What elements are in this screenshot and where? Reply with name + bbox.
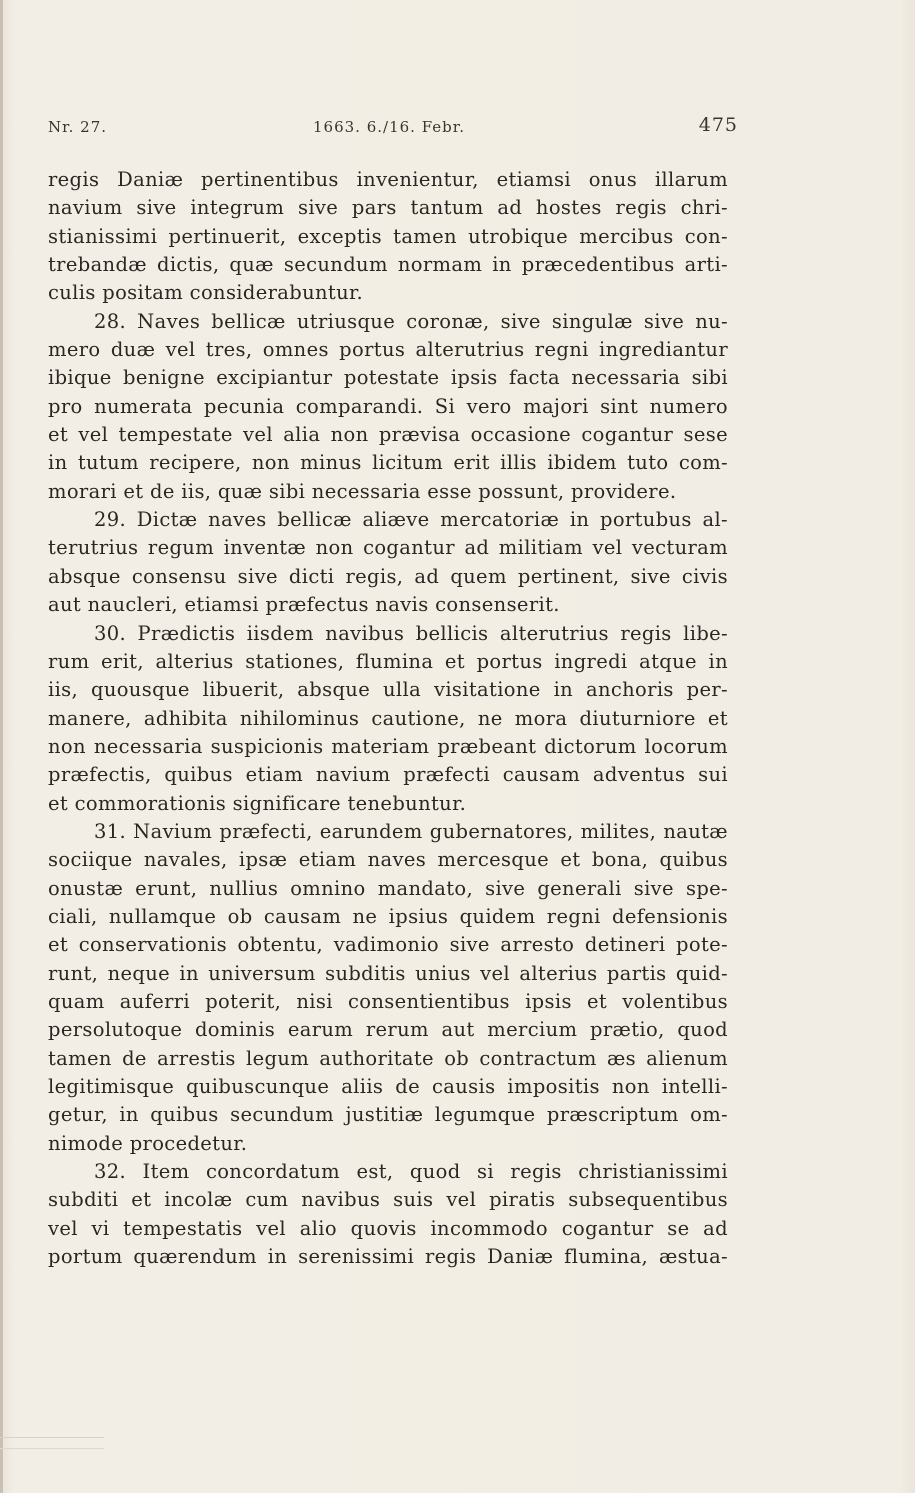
text-line: rum erit, alterius stationes, flumina et portus ingredi atque in bbox=[48, 649, 728, 673]
body-text bbox=[48, 166, 728, 1271]
text-line: subditi et incolæ cum navibus suis vel piratis subsequentibus bbox=[48, 1188, 728, 1212]
text-line: culis positam considerabuntur. bbox=[48, 281, 364, 305]
text-line: regis Daniæ pertinentibus invenientur, etiamsi onus illarum bbox=[48, 168, 728, 191]
text-line: pro numerata pecunia comparandi. Si vero majori sint numero bbox=[48, 394, 728, 418]
document-date: 1663. 6./16. Febr. bbox=[313, 118, 466, 136]
text-line: quam auferri poterit, nisi consentientibus ipsis et volentibus bbox=[48, 989, 728, 1013]
article-30-start: 30. Prædictis iisdem navibus bellicis alterutrius regis libe- bbox=[94, 621, 728, 645]
article-28-start: 28. Naves bellicæ utriusque coronæ, sive singulæ sive nu- bbox=[94, 309, 728, 333]
text-line: runt, neque in universum subditis unius vel alterius partis quid- bbox=[48, 961, 728, 985]
scan-artifact-line bbox=[0, 1448, 104, 1449]
text-line: terutrius regum inventæ non cogantur ad militiam vel vecturam bbox=[48, 536, 728, 560]
text-line: trebandæ dictis, quæ secundum normam in præcedentibus arti- bbox=[48, 253, 728, 277]
binding-edge bbox=[0, 0, 3, 1493]
text-line: ibique benigne excipiantur potestate ipsis facta necessaria sibi bbox=[48, 366, 728, 390]
scan-artifact-line bbox=[0, 1437, 104, 1438]
text-line: vel vi tempestatis vel alio quovis incommodo cogantur se ad bbox=[48, 1216, 728, 1240]
text-line: portum quærendum in serenissimi regis Daniæ flumina, æstua- bbox=[48, 1245, 728, 1269]
text-line: legitimisque quibuscunque aliis de causis impositis non intelli- bbox=[48, 1075, 728, 1098]
text-line: sociique navales, ipsæ etiam naves mercesque et bona, quibus bbox=[48, 848, 728, 872]
running-head bbox=[48, 114, 738, 142]
text-line: ciali, nullamque ob causam ne ipsius quidem regni defensionis bbox=[48, 904, 728, 928]
text-line: præfectis, quibus etiam navium præfecti causam adventus sui bbox=[48, 763, 728, 787]
text-line: manere, adhibita nihilominus cautione, ne mora diuturniore et bbox=[48, 706, 728, 730]
text-line: iis, quousque libuerit, absque ulla visitatione in anchoris per- bbox=[48, 678, 728, 702]
text-line: navium sive integrum sive pars tantum ad hostes regis chri- bbox=[48, 196, 728, 220]
text-line: aut naucleri, etiamsi præfectus navis consenserit. bbox=[48, 593, 560, 617]
text-line: onustæ erunt, nullius omnino mandato, sive generali sive spe- bbox=[48, 876, 728, 900]
text-line: mero duæ vel tres, omnes portus alterutrius regni ingrediantur bbox=[48, 338, 728, 362]
document-number: Nr. 27. bbox=[48, 118, 108, 136]
text-line: nimode procedetur. bbox=[48, 1131, 248, 1155]
text-line: absque consensu sive dicti regis, ad quem pertinent, sive civis bbox=[48, 564, 728, 588]
article-31-start: 31. Navium præfecti, earundem gubernatores, milites, nautæ bbox=[94, 819, 728, 843]
text-line: non necessaria suspicionis materiam præbeant dictorum locorum bbox=[48, 734, 728, 758]
article-29-start: 29. Dictæ naves bellicæ aliæve mercatoriæ in portubus al- bbox=[94, 508, 728, 532]
text-line: morari et de iis, quæ sibi necessaria esse possunt, providere. bbox=[48, 479, 677, 503]
article-32-start: 32. Item concordatum est, quod si regis christianissimi bbox=[94, 1160, 728, 1184]
text-line: tamen de arrestis legum authoritate ob contractum æs alienum bbox=[48, 1046, 728, 1070]
text-line: et conservationis obtentu, vadimonio sive arresto detineri pote- bbox=[48, 933, 728, 957]
text-line: getur, in quibus secundum justitiæ legumque præscriptum om- bbox=[48, 1103, 728, 1127]
text-line: stianissimi pertinuerit, exceptis tamen utrobique mercibus con- bbox=[48, 224, 728, 248]
page-number: 475 bbox=[698, 114, 738, 136]
text-line: persolutoque dominis earum rerum aut mercium prætio, quod bbox=[48, 1018, 728, 1042]
text-line: in tutum recipere, non minus licitum erit illis ibidem tuto com- bbox=[48, 451, 728, 475]
text-line: et commorationis significare tenebuntur. bbox=[48, 791, 467, 815]
text-line: et vel tempestate vel alia non prævisa occasione cogantur sese bbox=[48, 423, 728, 447]
